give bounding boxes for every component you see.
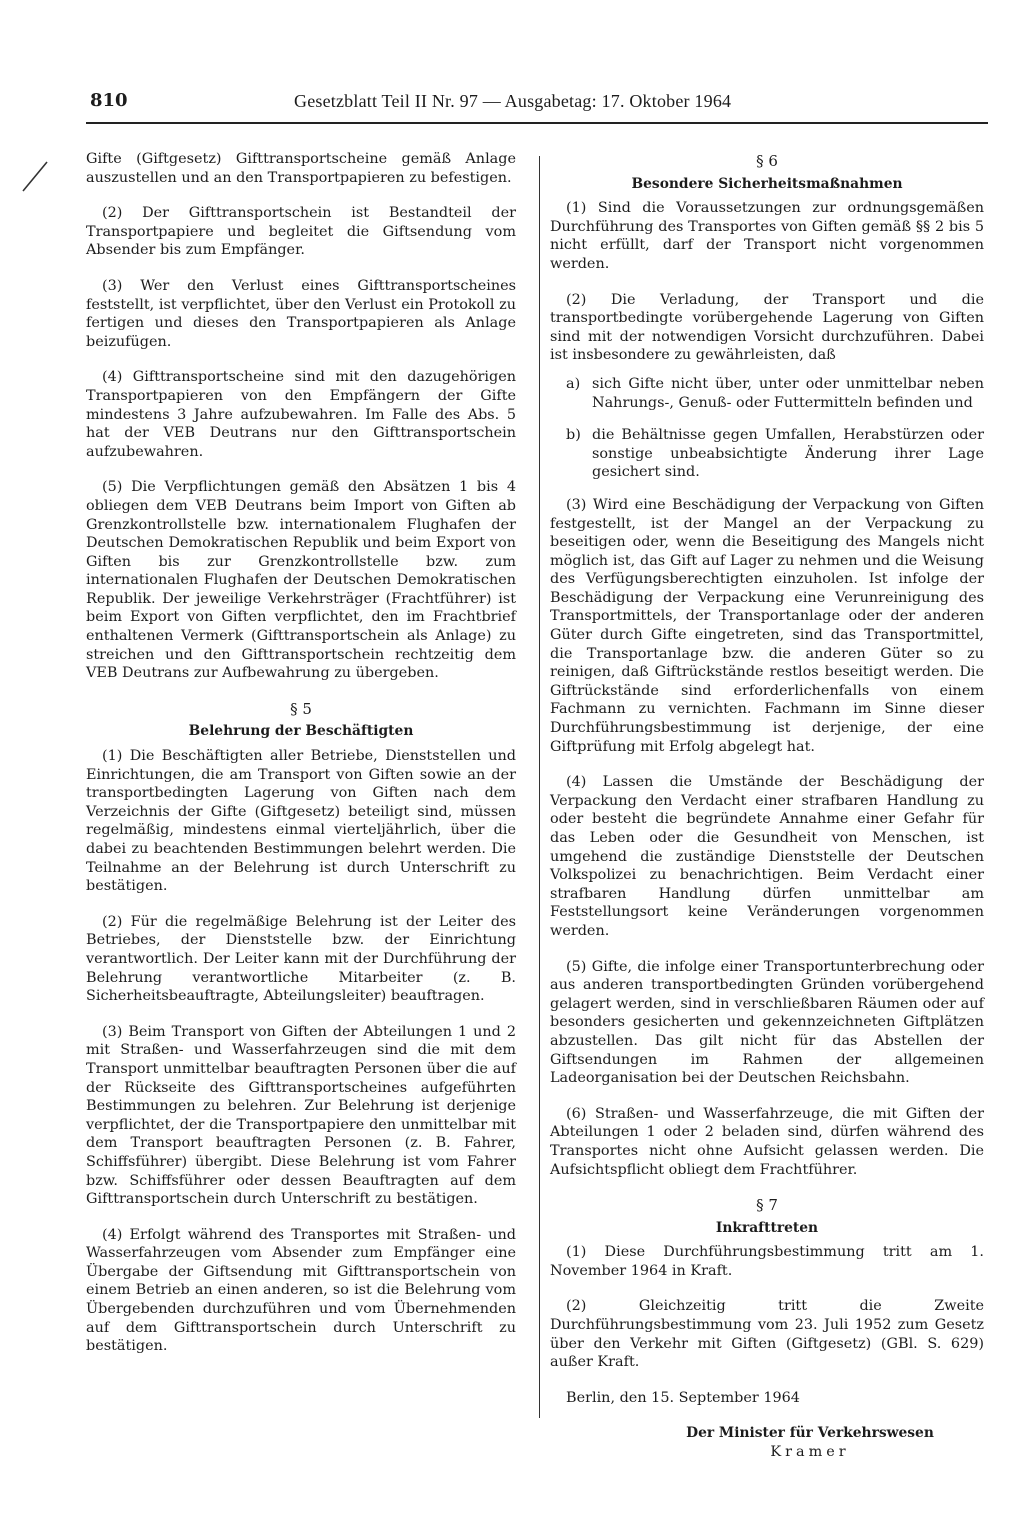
pencil-mark-icon: [20, 160, 50, 198]
paragraph-5-3: (3) Beim Transport von Giften der Abteilungen 1 und 2 mit Straßen- und Wasserfahrzeugen sind die mit dem Transport unmittelbar beauftragten Personen über die auf der Rückseite des Gifttransportscheines aufgeführten Bestimmungen zu belehren. Zur Belehrung ist derjenige verpflichtet, der die Transportpapiere den unmittelbar mit dem Transport beauftragten Personen (z. B. Fahrer, Schiffsführer) übergibt. Diese Belehrung ist vom Fahrer bzw. Schiffsführer oder dessen Beauftragten auf dem Gifttransportschein durch Unterschrift zu bestätigen.: [86, 1023, 516, 1208]
paragraph-4-3: (3) Wer den Verlust eines Gifttransportscheines feststellt, ist verpflichtet, über den Verlust ein Protokoll zu fertigen und dieses den Transportpapieren als Anlage beizufügen.: [86, 277, 516, 350]
list-item-a: [550, 375, 984, 412]
page-number: 810: [90, 90, 128, 111]
paragraph-4-5: (5) Die Verpflichtungen gemäß den Absätzen 1 bis 4 obliegen dem VEB Deutrans beim Import von Giften ab Grenzkontrollstelle bzw. internationalem Flughafen der Deutschen Demokratischen Republik und beim Export von Giften bis zur Grenzkontrollstelle bzw. zum internationalen Flughafen der Deutschen Demokratischen Republik. Der jeweilige Verkehrsträger (Frachtführer) ist beim Export von Giften verpflichtet, den im Frachtbrief enthaltenen Vermerk (Gifttransportschein als Anlage) zu streichen und den Gifttransportschein rechtzeitig dem VEB Deutrans zur Aufbewahrung zu übergeben.: [86, 479, 516, 682]
paragraph-7-1: (1) Diese Durchführungsbestimmung tritt am 1. November 1964 in Kraft.: [550, 1244, 984, 1279]
paragraph-4-2: (2) Der Gifttransportschein ist Bestandteil der Transportpapiere und begleitet die Giftsendung vom Absender bis zum Empfänger.: [86, 205, 516, 259]
paragraph-5-4: (4) Erfolgt während des Transportes mit Straßen- und Wasserfahrzeugen vom Absender zum Empfänger eine Übergabe der Giftsendung mit Gifttransportschein von einem Betrieb an einen anderen, so ist die Belehrung vom Übergebenden durchzuführen und vom Übernehmenden auf dem Gifttransportschein durch Unterschrift zu bestätigen.: [86, 1226, 516, 1355]
paragraph-5-2: (2) Für die regelmäßige Belehrung ist der Leiter des Betriebes, der Dienststelle bzw. der Einrichtung verantwortlich. Der Leiter kann mit der Durchführung der Belehrung verantwortliche Mitarbeiter (z. B. Sicherheitsbeauftragte, Abteilungsleiter) beauftragen.: [86, 913, 516, 1005]
paragraph-6-1: (1) Sind die Voraussetzungen zur ordnungsgemäßen Durchführung des Transportes von Giften gemäß §§ 2 bis 5 nicht erfüllt, darf der Transport nicht vorgenommen werden.: [550, 200, 984, 272]
column-divider: [539, 156, 540, 1418]
paragraph-6-2: (2) Die Verladung, der Transport und die transportbedingte vorübergehende Lagerung von Giften sind mit der notwendigen Vorsicht durchzuführen. Dabei ist insbesondere zu gewährleisten, daß: [550, 291, 984, 364]
paragraph-6-3: (3) Wird eine Beschädigung der Verpackung von Giften festgestellt, ist der Mangel an der Verpackung zu beseitigen oder, wenn die Beseitigung des Mangels nicht möglich ist, das Gift auf Lager zu nehmen und die Weisung des Verfügungsberechtigten einzuholen. Ist infolge der Beschädigung der Verpackung eine Verunreinigung des Transportmittels, der Transportanlage oder der anderen Güter durch Gifte eingetreten, sind das Transportmittel, die Transportanlage bzw. die anderen Güter so zu reinigen, daß Giftrückstände restlos beseitigt werden. Die Giftrückstände sind erforderlichenfalls von einem Fachmann zu vernichten. Fachmann im Sinne dieser Durchführungsbestimmung ist derjenige, der eine Giftprüfung mit Erfolg abgelegt hat.: [550, 496, 984, 755]
section-6-number: § 6: [756, 152, 778, 170]
section-5-title: Belehrung der Beschäftigten: [188, 723, 414, 740]
section-7-title: Inkrafttreten: [715, 1219, 819, 1236]
list-label-a: a): [566, 375, 581, 392]
paragraph-7-2: (2) Gleichzeitig tritt die Zweite Durchführungsbestimmung vom 23. Juli 1952 zum Gesetz über den Verkehr mit Giften (Giftgesetz) (GBl. S. 629) außer Kraft.: [550, 1298, 984, 1371]
section-7-number: § 7: [756, 1196, 778, 1215]
page-header: [86, 88, 988, 124]
paragraph-5-1: (1) Die Beschäftigten aller Betriebe, Dienststellen und Einrichtungen, die am Transport von Giften sowie an der transportbedingten Lagerung von Giften nach dem Verzeichnis der Gifte (Giftgesetz) beteiligt sind, müssen regelmäßig, mindestens einmal vierteljährlich, über die dabei zu beachtenden Bestimmungen belehrt werden. Die Teilnahme an der Belehrung ist durch Unterschrift zu bestätigen.: [86, 748, 516, 895]
minister-title: Der Minister für Verkehrswesen: [686, 1425, 934, 1442]
paragraph-4-4: (4) Gifttransportscheine sind mit den dazugehörigen Transportpapieren von den Empfängern der Gifte mindestens 3 Jahre aufzubewahren. Im Falle des Abs. 5 hat der VEB Deutrans nur den Gifttransportschein aufzubewahren.: [86, 369, 516, 460]
paragraph-intro: Gifte (Giftgesetz) Gifttransportscheine gemäß Anlage auszustellen und an den Transportpapieren zu befestigen.: [86, 151, 516, 186]
paragraph-6-5: (5) Gifte, die infolge einer Transportunterbrechung oder aus anderen transportbedingten Gründen vorübergehend gelagert werden, sind in verschließbaren Räumen oder auf besonders gesicherten und gekennzeichneten Giftplätzen abzustellen. Das gilt nicht für das Abstellen der Giftsendungen im Rahmen der allgemeinen Ladeorganisation bei der Deutschen Reichsbahn.: [550, 958, 984, 1087]
list-text-b: die Behältnisse gegen Umfallen, Herabstürzen oder sonstige unbeabsichtigte Änderung ihrer Lage gesichert sind.: [592, 427, 984, 481]
gazette-title: Gesetzblatt Teil II Nr. 97 — Ausgabetag: 17. Oktober 1964: [294, 91, 732, 111]
left-column: [86, 150, 516, 1373]
list-label-b: b): [566, 427, 581, 444]
place-and-date: Berlin, den 15. September 1964: [566, 1389, 800, 1406]
section-5-number: § 5: [290, 699, 312, 718]
right-column: [550, 150, 984, 1462]
list-text-a: sich Gifte nicht über, unter oder unmittelbar neben Nahrungs-, Genuß- oder Futtermitteln befinden und: [592, 375, 984, 411]
paragraph-6-4: (4) Lassen die Umstände der Beschädigung der Verpackung den Verdacht einer strafbaren Handlung zu oder besteht die begründete Annahme einer Gefahr für das Leben oder die Gesundheit von Menschen, ist umgehend die zuständige Dienststelle der Deutschen Volkspolizei zu benachrichtigen. Beim Verdacht einer strafbaren Handlung dürfen unmittelbar am Feststellungsort keine Veränderungen vorgenommen werden.: [550, 774, 984, 939]
section-6-title: Besondere Sicherheitsmaßnahmen: [631, 175, 903, 192]
paragraph-6-6: (6) Straßen- und Wasserfahrzeuge, die mit Giften der Abteilungen 1 oder 2 beladen sind, dürfen während des Transportes nicht ohne Aufsicht gelassen werden. Die Aufsichtspflicht obliegt dem Frachtführer.: [550, 1105, 984, 1178]
list-item-b: [550, 426, 984, 482]
signer-name: Kramer: [770, 1444, 850, 1461]
